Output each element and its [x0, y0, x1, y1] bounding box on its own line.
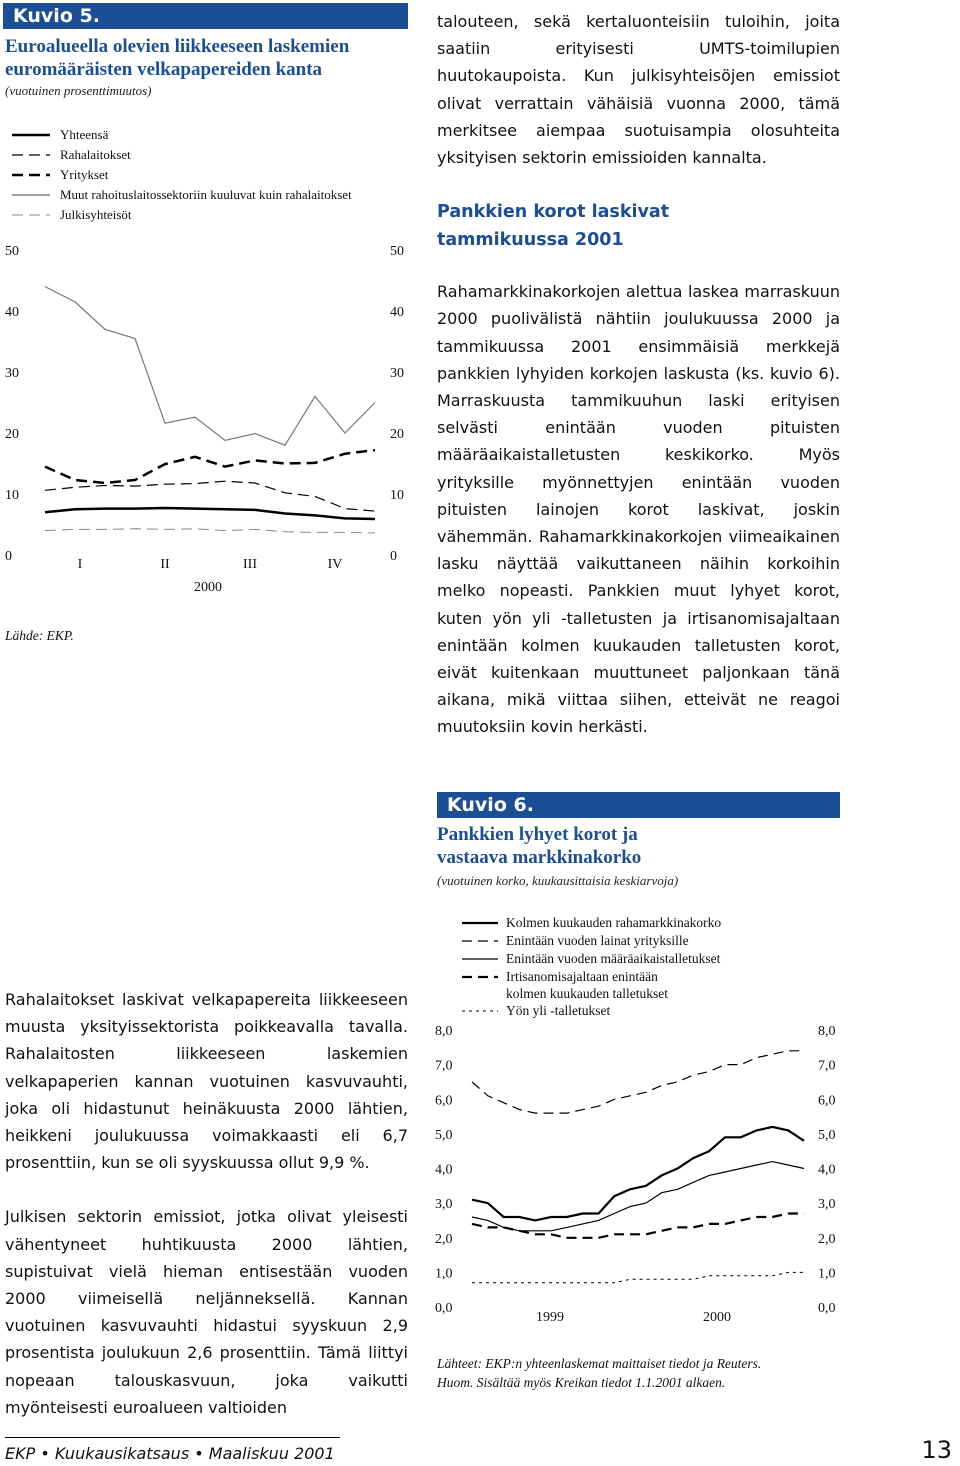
left-column-text	[5, 986, 408, 1448]
figure5-legend-item: Rahalaitokset	[60, 147, 131, 162]
x-tick: 1999	[536, 1310, 564, 1325]
y-tick-right: 20	[390, 427, 404, 442]
series-line-5	[472, 1272, 804, 1282]
figure5-legend	[10, 125, 400, 225]
x-tick: III	[243, 557, 257, 572]
y-tick-left: 7,0	[435, 1058, 453, 1074]
legend-line-solid-thick	[460, 918, 506, 928]
series-line-3	[472, 1162, 804, 1231]
y-tick-left: 3,0	[435, 1197, 453, 1213]
series-line-1	[45, 508, 375, 519]
legend-line-dashed-thick	[460, 972, 506, 982]
y-tick-left: 20	[5, 427, 19, 442]
y-tick-left: 1,0	[435, 1266, 453, 1282]
legend-line-dashed	[10, 150, 60, 160]
series-line-5	[45, 529, 375, 533]
y-tick-right: 5,0	[818, 1127, 836, 1143]
legend-line-solid-thin	[460, 954, 506, 964]
x-year-label: 2000	[194, 580, 222, 595]
y-tick-left: 10	[5, 488, 19, 503]
y-tick-left: 50	[5, 244, 19, 259]
footer-rule	[5, 1437, 340, 1438]
paragraph: Rahamarkkinakorkojen alettua laskea marraskuun 2000 puolivälistä nähtiin joulukuussa 2000 ja tammikuussa 2001 ensimmäisiä merkkejä pankkien lyhyiden korkojen laskusta (ks. kuvio 6). Marraskuusta tammikuuhun laski erityisen selvästi enintään vuoden pituisten määräaikaistalletusten keskikorko. Myös yrityksille myönnettyjen enintään vuoden pituisten lainojen korot laskivat, joskin vähemmän. Rahamarkkinakorkojen viimeaikainen lasku näyttää vaikuttaneen näihin korkoihin melko nopeasti. Pankkien muut lyhyet korot, kuten yön yli -talletusten ja irtisanomisajaltaan enintään kolmen kuukauden talletusten korot, eivät kuitenkaan muuttuneet paljonkaan tänä aikana, mikä viittaa siihen, etteivät ne reagoi muutoksiin kovin herkästi.	[437, 282, 840, 737]
paragraph: Rahalaitokset laskivat velkapapereita liikkeeseen muusta yksityissektorista poikkeavalla tavalla. Rahalaitosten liikkeeseen laskemien velkapaperien kannan vuotuinen kasvuvauhti, joka oli hidastunut heinäkuusta 2000 lähtien, heikkeni joulukuussa voimakkaasti eli 6,7 prosenttiin, kun se oli syyskuussa ollut 9,9 %.	[5, 990, 408, 1173]
legend-line-dashed-thin	[10, 210, 60, 220]
paragraph: Julkisen sektorin emissiot, jotka olivat yleisesti vähentyneet huhtikuusta 2000 lähtien, supistuivat vielä hieman entisestään vuoden 2000 viimeisellä neljänneksellä. Kannan vuotuinen kasvuvauhti hidastui syyskuun 2,9 prosentista joulukuun 2,6 prosenttiin. Tämä liittyi nopeaan talouskasvuun, joka vaikutti myönteisesti euroalueen valtioiden	[5, 1207, 408, 1417]
y-tick-right: 0,0	[818, 1301, 836, 1316]
y-tick-right: 30	[390, 366, 404, 381]
figure6-title-line2: vastaava markkinakorko	[437, 847, 642, 868]
x-tick: II	[160, 557, 170, 572]
figure5-title-line2: euromääräisten velkapapereiden kanta	[5, 59, 323, 80]
legend-line-dashed-thick	[10, 170, 60, 180]
figure6-legend-item: Yön yli -talletukset	[506, 1003, 611, 1018]
paragraph: talouteen, sekä kertaluonteisiin tuloihin, joita saatiin erityisesti UMTS-toimilupien huutokaupoista. Kun julkisyhteisöjen emissiot olivat verrattain vähäisiä vuonna 2000, tämä merkitsee aiempaa suotuisampia olosuhteita yksityisen sektorin emissioiden kannalta.	[437, 12, 840, 168]
page-number: 13	[921, 1436, 952, 1464]
y-tick-right: 7,0	[818, 1058, 836, 1074]
figure5-source: Lähde: EKP.	[5, 628, 74, 643]
legend-line-solid-thin	[10, 190, 60, 200]
y-tick-left: 2,0	[435, 1231, 453, 1247]
figure6-label: Kuvio 6.	[437, 792, 840, 818]
figure5-label: Kuvio 5.	[3, 3, 408, 29]
y-tick-right: 6,0	[818, 1093, 836, 1109]
y-tick-left: 0,0	[435, 1301, 453, 1316]
x-tick: IV	[327, 557, 343, 572]
figure5-legend-item: Yhteensä	[60, 127, 109, 142]
y-tick-right: 40	[390, 305, 404, 320]
figure6-legend-item: kolmen kuukauden talletukset	[506, 986, 668, 1001]
y-tick-right: 50	[390, 244, 404, 259]
figure5-legend-item: Julkisyhteisöt	[60, 207, 132, 222]
figure6-chart	[430, 1015, 850, 1340]
series-line-2	[472, 1051, 804, 1113]
figure6-source-line1: Lähteet: EKP:n yhteenlaskemat maittaiset tiedot ja Reuters.	[437, 1356, 762, 1371]
y-tick-left: 6,0	[435, 1093, 453, 1109]
y-tick-left: 8,0	[435, 1024, 453, 1039]
section-heading-line1: Pankkien korot laskivat	[437, 202, 670, 223]
figure5-subtitle: (vuotuinen prosenttimuutos)	[5, 83, 152, 98]
legend-spacer	[460, 989, 506, 999]
section-heading-line2: tammikuussa 2001	[437, 230, 624, 251]
figure6-legend-item: Kolmen kuukauden rahamarkkinakorko	[506, 915, 722, 930]
right-column-text	[437, 8, 840, 768]
figure5-title	[5, 35, 405, 81]
figure6-legend-item: Enintään vuoden lainat yrityksille	[506, 933, 689, 948]
y-tick-left: 40	[5, 305, 19, 320]
y-tick-left: 0	[5, 549, 12, 564]
figure6-source-line2: Huom. Sisältää myös Kreikan tiedot 1.1.2001 alkaen.	[437, 1375, 726, 1390]
figure5-legend-item: Muut rahoituslaitossektoriin kuuluvat kuin rahalaitokset	[60, 187, 352, 202]
legend-line-dashed	[460, 936, 506, 946]
series-line-1	[472, 1127, 804, 1221]
figure6-subtitle: (vuotuinen korko, kuukausittaisia keskiarvoja)	[437, 873, 679, 888]
figure6-title-line1: Pankkien lyhyet korot ja	[437, 824, 638, 845]
series-line-2	[45, 481, 375, 511]
series-line-4	[45, 287, 375, 446]
y-tick-right: 1,0	[818, 1266, 836, 1282]
figure6-legend-item: Enintään vuoden määräaikaistalletukset	[506, 951, 721, 966]
y-tick-right: 0	[390, 549, 397, 564]
section-heading	[437, 198, 840, 254]
y-tick-right: 4,0	[818, 1162, 836, 1178]
figure6-source	[437, 1354, 847, 1392]
x-tick: I	[77, 557, 83, 572]
figure6-legend	[460, 914, 840, 1020]
y-tick-right: 8,0	[818, 1024, 836, 1039]
y-tick-right: 10	[390, 488, 404, 503]
y-tick-left: 4,0	[435, 1162, 453, 1178]
legend-line-solid-thick	[10, 130, 60, 140]
x-tick: 2000	[703, 1310, 731, 1325]
figure5-chart	[0, 230, 420, 610]
series-line-3	[45, 450, 375, 483]
y-tick-left: 30	[5, 366, 19, 381]
y-tick-right: 3,0	[818, 1197, 836, 1213]
figure6-title	[437, 823, 840, 869]
y-tick-right: 2,0	[818, 1231, 836, 1247]
footer-text: EKP • Kuukausikatsaus • Maaliskuu 2001	[5, 1444, 335, 1463]
figure6-legend-item: Irtisanomisajaltaan enintään	[506, 969, 658, 984]
figure5-legend-item: Yritykset	[60, 167, 109, 182]
figure5-title-line1: Euroalueella olevien liikkeeseen laskemien	[5, 36, 350, 57]
y-tick-left: 5,0	[435, 1127, 453, 1143]
